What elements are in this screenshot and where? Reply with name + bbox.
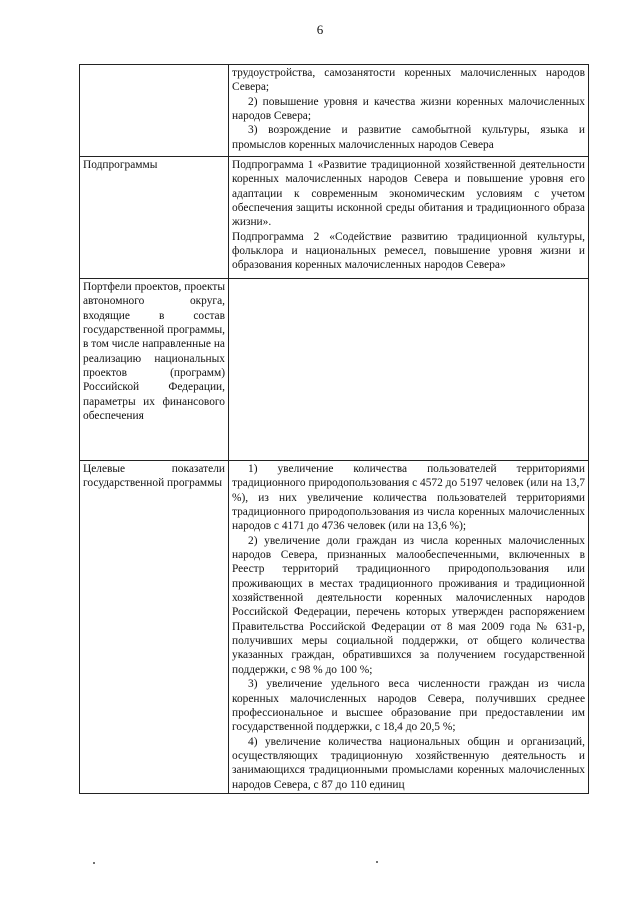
table-row [80,157,589,279]
table-cell-label: Подпрограммы [80,157,229,279]
page-number: 6 [316,22,324,37]
paragraph: 4) увеличение количества национальных общин и организаций, осуществляющих традиционную хозяйственную деятельность и занимающихся традиционными промыслами коренных малочисленных народов Севера, с 87 до 110 единиц [232,735,585,791]
paragraph: 2) увеличение доли граждан из числа коренных малочисленных народов Севера, признанных малообеспеченными, включенных в Реестр территорий традиционного природопользования или проживающих в местах традиционного проживания и традиционной хозяйственной деятельности коренных малочисленных народов Российской Федерации, перечень которых утвержден распоряжением Правительства Российской Федерации от 8 мая 2009 года № 631-р, получивших меры социальной поддержки, от общего количества указанных граждан, обратившихся за получением государственной поддержки, с 98 % до 100 %; [232,534,585,676]
paragraph: 2) повышение уровня и качества жизни коренных малочисленных народов Севера; [232,95,585,123]
paragraph: трудоустройства, самозанятости коренных малочисленных народов Севера; [232,67,585,94]
table-cell-label: Целевые показатели государственной программы [80,461,229,794]
table-cell-value [229,65,589,157]
table-row [80,279,589,461]
table-cell-value [229,157,589,279]
table-cell-value [229,279,589,461]
table-cell-label [80,65,229,157]
table-row [80,65,589,157]
paragraph: 3) увеличение удельного веса численности граждан из числа коренных малочисленных народов Севера, получивших среднее профессиональное и высшее образование при предоставлении им государственной поддержки, с 18,4 до 20,5 %; [232,678,585,734]
program-passport-table [79,64,589,794]
scan-speck [376,861,378,863]
table-cell-value [229,461,589,794]
paragraph: 1) увеличение количества пользователей территориями традиционного природопользования с 4572 до 5197 человек (или на 13,7 %), из них увеличение количества пользователей территориями традиционного природопользования из числа коренных малочисленных народов с 4171 до 4736 человек (или на 13,6 %); [232,463,585,533]
paragraph: 3) возрождение и развитие самобытной культуры, языка и промыслов коренных малочисленных народов Севера [232,124,585,151]
table-row [80,461,589,794]
paragraph: Подпрограмма 2 «Содействие развитию традиционной культуры, фольклора и национальных ремесел, повышение уровня жизни и образования коренных малочисленных народов Севера» [232,230,585,272]
table-cell-label: Портфели проектов, проекты автономного округа, входящие в состав государственной программы, в том числе направленные на реализацию национальных проектов (программ) Российской Федерации, параметры их финансового обеспечения [80,279,229,461]
paragraph: Подпрограмма 1 «Развитие традиционной хозяйственной деятельности коренных малочисленных народов Севера и повышение уровня его адаптации к современным экономическим условиям с учетом обеспечения защиты исконной среды обитания и традиционного образа жизни». [232,159,585,229]
scan-speck [93,862,95,864]
